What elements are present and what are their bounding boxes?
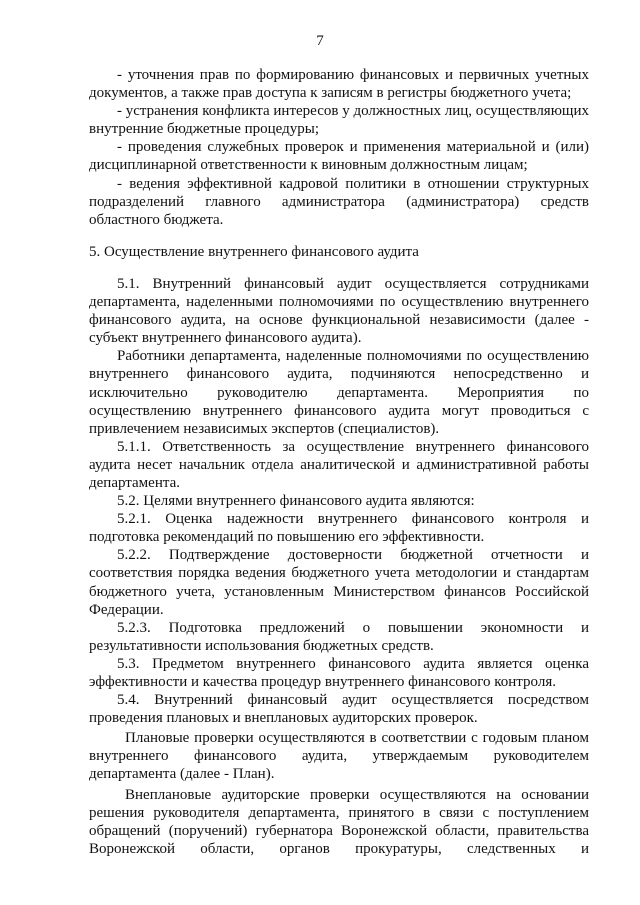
list-item-paragraph: - устранения конфликта интересов у должностных лиц, осуществляющих внутренние бюджетные процедуры; <box>89 103 589 138</box>
body-paragraph: 5.2.2. Подтверждение достоверности бюджетной отчетности и соответствия порядка ведения бюджетного учета методологии и стандартам бюджетного учета, установленным Министерством финансов Российской Федерации. <box>89 547 589 618</box>
body-paragraph: Плановые проверки осуществляются в соответствии с годовым планом внутреннего финансового аудита, утверждаемым руководителем департамента (далее - План). <box>89 730 589 783</box>
list-item-paragraph: - ведения эффективной кадровой политики в отношении структурных подразделений главного администратора (администратора) средств областного бюджета. <box>89 175 589 228</box>
body-paragraph: 5.2. Целями внутреннего финансового аудита являются: <box>117 493 475 510</box>
section-heading: 5. Осуществление внутреннего финансового аудита <box>89 243 419 260</box>
body-paragraph: 5.2.3. Подготовка предложений о повышении экономности и результативности использования бюджетных средств. <box>89 619 589 654</box>
body-paragraph: 5.2.1. Оценка надежности внутреннего финансового контроля и подготовка рекомендаций по повышению его эффективности. <box>89 511 589 546</box>
list-item-paragraph: - проведения служебных проверок и применения материальной и (или) дисциплинарной ответственности к виновным должностным лицам; <box>89 139 589 174</box>
body-paragraph: 5.1. Внутренний финансовый аудит осуществляется сотрудниками департамента, наделенными полномочиями по осуществлению внутреннего финансового аудита, на основе функциональной независимости (далее - субъект внутреннего финансового аудита). <box>89 275 589 347</box>
body-paragraph: 5.3. Предметом внутреннего финансового аудита является оценка эффективности и качества процедур внутреннего финансового контроля. <box>89 655 589 690</box>
body-paragraph: Работники департамента, наделенные полномочиями по осуществлению внутреннего финансового аудита, подчиняются непосредственно и исключительно руководителю департамента. Мероприятия по осуществлению внутреннего финансового аудита могут проводиться с привлечением независимых экспертов (специалистов). <box>89 348 589 437</box>
body-paragraph: Внеплановые аудиторские проверки осуществляются на основании решения руководителя департамента, принятого в связи с поступлением обращений (поручений) губернатора Воронежской области, правительства Воронежской области, органов прокуратуры, следственных и <box>89 786 589 857</box>
document-body <box>89 66 589 858</box>
body-paragraph: 5.1.1. Ответственность за осуществление внутреннего финансового аудита несет начальник отдела аналитической и административной работы департамента. <box>89 438 589 491</box>
list-item-paragraph: - уточнения прав по формированию финансовых и первичных учетных документов, а также прав доступа к записям в регистры бюджетного учета; <box>89 67 589 102</box>
body-paragraph: 5.4. Внутренний финансовый аудит осуществляется посредством проведения плановых и внеплановых аудиторских проверок. <box>89 692 589 727</box>
page-number: 7 <box>316 33 324 49</box>
